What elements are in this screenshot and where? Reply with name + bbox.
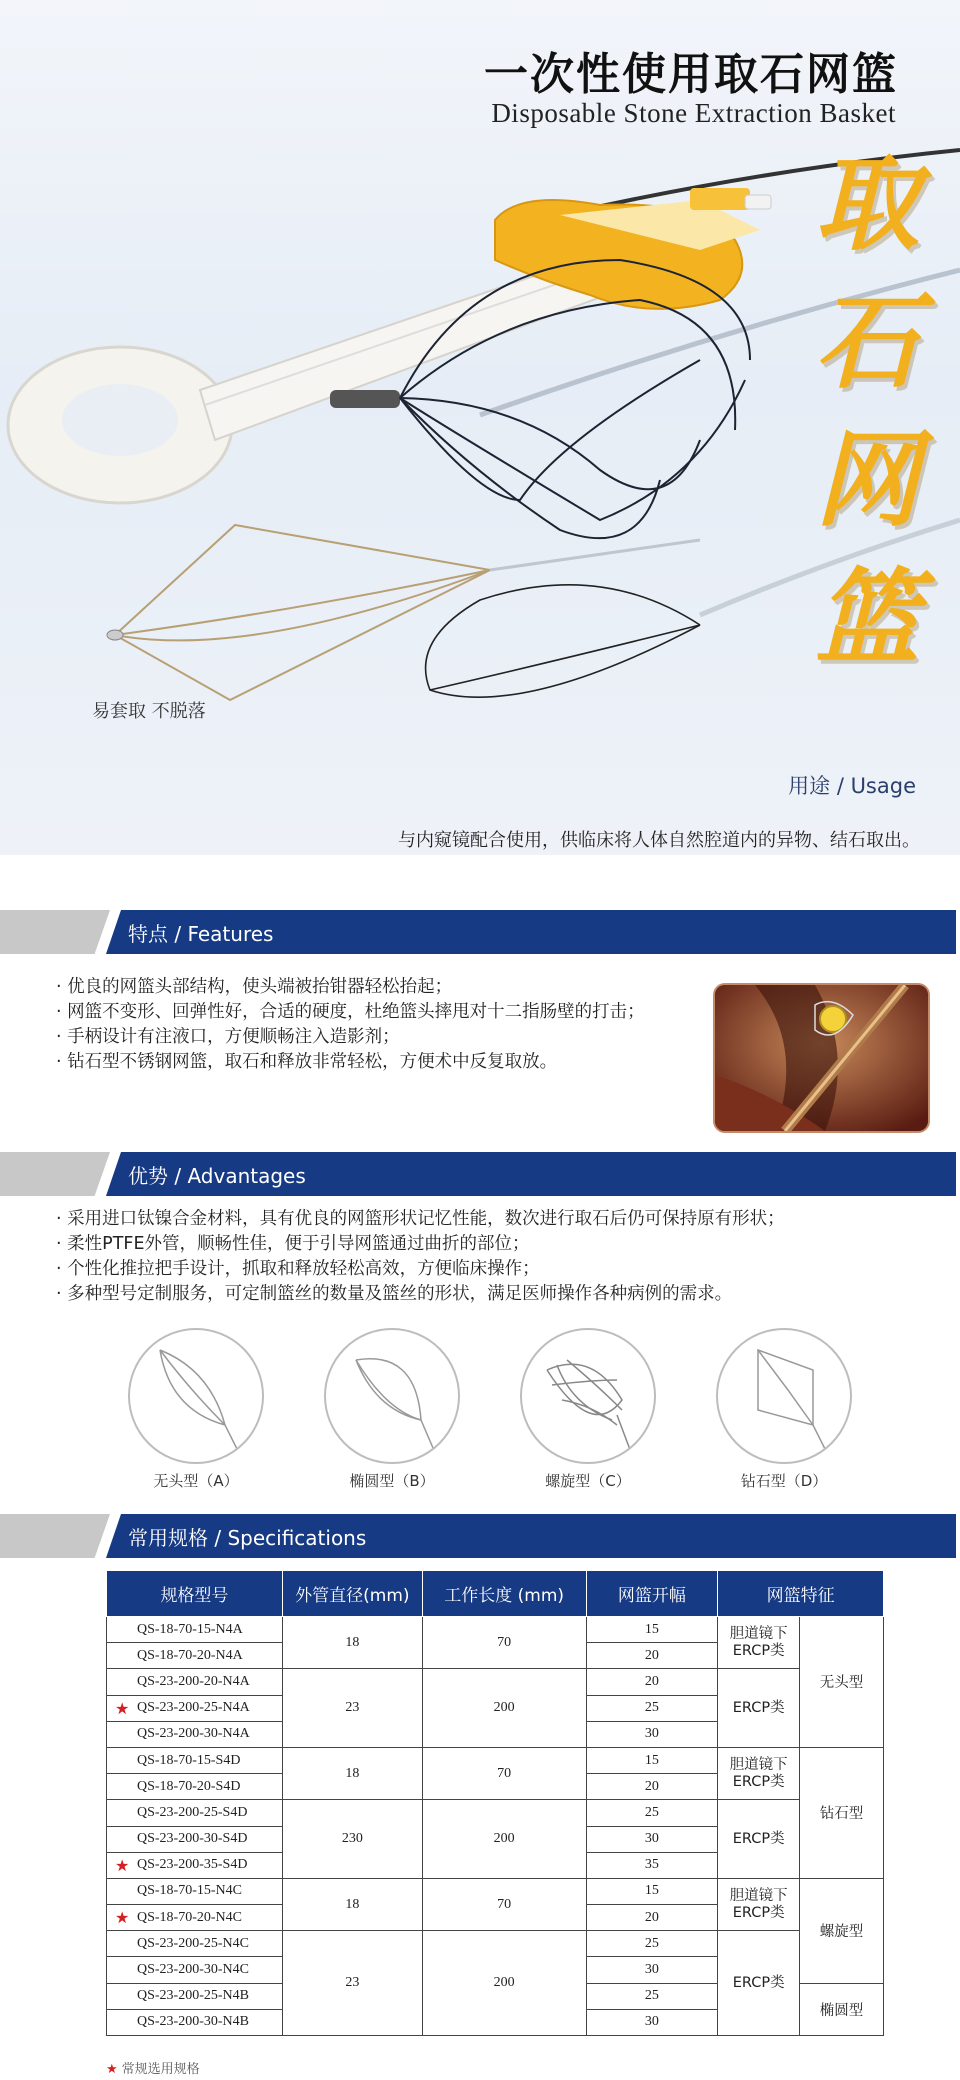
vertical-calligraphy-title <box>802 135 932 687</box>
width-cell: 35 <box>586 1852 718 1878</box>
diameter-cell: 18 <box>282 1617 422 1669</box>
column-header: 外管直径(mm) <box>282 1571 422 1617</box>
width-cell: 15 <box>586 1878 718 1904</box>
headless-basket-icon <box>128 1328 264 1464</box>
model-cell <box>107 1826 283 1852</box>
scope-cell: 胆道镜下ERCP类 <box>718 1878 800 1930</box>
width-cell: 20 <box>586 1905 718 1931</box>
model-cell <box>107 1905 283 1931</box>
length-cell: 200 <box>422 1931 586 2036</box>
endoscopic-scene-illustration <box>715 985 928 1131</box>
width-cell: 25 <box>586 1983 718 2009</box>
features-header <box>0 910 960 954</box>
feature-item: · 钻石型不锈钢网篮，取石和释放非常轻松，方便术中反复取放。 <box>56 1050 645 1075</box>
width-cell: 30 <box>586 1826 718 1852</box>
length-cell: 200 <box>422 1800 586 1879</box>
model-code: QS-18-70-20-S4D <box>137 1778 241 1794</box>
length-cell: 70 <box>422 1617 586 1669</box>
calligraphy-char: 石 <box>814 280 919 403</box>
table-row <box>107 1878 884 1904</box>
header-gray-tab <box>0 1152 110 1196</box>
width-cell: 30 <box>586 2009 718 2035</box>
header-gray-tab <box>0 910 110 954</box>
scope-cell: 胆道镜下ERCP类 <box>718 1747 800 1799</box>
star-icon: ★ <box>115 1700 130 1718</box>
model-cell <box>107 1983 283 2009</box>
basket-type-cell: 椭圆型 <box>800 1983 884 2035</box>
model-cell <box>107 1617 283 1643</box>
spec-table <box>106 1570 884 2036</box>
diameter-cell: 23 <box>282 1669 422 1748</box>
model-code: QS-18-70-20-N4C <box>137 1909 242 1925</box>
basket-type-spiral <box>518 1328 658 1491</box>
diameter-cell: 23 <box>282 1931 422 2036</box>
model-cell <box>107 1669 283 1695</box>
model-code: QS-18-70-15-N4A <box>137 1621 243 1637</box>
model-cell <box>107 1747 283 1773</box>
model-cell <box>107 1643 283 1669</box>
calligraphy-char: 网 <box>814 418 919 541</box>
table-row <box>107 1669 884 1695</box>
footnote <box>106 2058 200 2077</box>
width-cell: 20 <box>586 1669 718 1695</box>
column-header: 规格型号 <box>107 1571 283 1617</box>
model-code: QS-23-200-30-N4C <box>137 1962 249 1978</box>
table-header-row <box>107 1571 884 1617</box>
hero-caption: 易套取 不脱落 <box>92 701 206 722</box>
width-cell: 25 <box>586 1800 718 1826</box>
width-cell: 15 <box>586 1747 718 1773</box>
width-cell: 25 <box>586 1931 718 1957</box>
basket-type-label: 钻石型（D） <box>740 1472 828 1490</box>
specs-title: 常用规格 / Specifications <box>128 1526 367 1550</box>
star-icon: ★ <box>115 1857 130 1875</box>
specs-header <box>0 1514 960 1558</box>
model-cell <box>107 1721 283 1747</box>
width-cell: 30 <box>586 1957 718 1983</box>
width-cell: 20 <box>586 1774 718 1800</box>
width-cell: 25 <box>586 1695 718 1721</box>
basket-type-diamond <box>714 1328 854 1491</box>
diameter-cell: 18 <box>282 1878 422 1930</box>
footnote-text: 常规选用规格 <box>121 2062 200 2077</box>
spiral-basket-icon <box>520 1328 656 1464</box>
basket-types-row <box>0 1328 960 1488</box>
table-row <box>107 1931 884 1957</box>
model-code: QS-18-70-15-S4D <box>137 1752 241 1768</box>
feature-item: · 网篮不变形、回弹性好，合适的硬度，杜绝篮头摔甩对十二指肠壁的打击； <box>56 1000 645 1025</box>
width-cell: 30 <box>586 1721 718 1747</box>
advantage-item: · 个性化推拉把手设计，抓取和释放轻松高效，方便临床操作； <box>56 1257 785 1282</box>
features-list <box>56 975 645 1075</box>
model-code: QS-23-200-30-N4B <box>137 2014 249 2030</box>
model-cell <box>107 2009 283 2035</box>
hero-banner <box>0 0 960 855</box>
diameter-cell: 18 <box>282 1747 422 1799</box>
diameter-cell: 230 <box>282 1800 422 1879</box>
advantage-item: · 采用进口钛镍合金材料，具有优良的网篮形状记忆性能，数次进行取石后仍可保持原有形状； <box>56 1207 785 1232</box>
calligraphy-char: 篮 <box>814 556 919 679</box>
model-cell <box>107 1957 283 1983</box>
basket-type-headless <box>126 1328 266 1491</box>
length-cell: 70 <box>422 1878 586 1930</box>
basket-type-label: 椭圆型（B） <box>349 1472 435 1490</box>
basket-type-cell: 螺旋型 <box>800 1878 884 1983</box>
column-header: 网篮开幅 <box>586 1571 718 1617</box>
column-header: 工作长度 (mm) <box>422 1571 586 1617</box>
advantages-title: 优势 / Advantages <box>128 1164 306 1188</box>
model-cell <box>107 1774 283 1800</box>
table-row <box>107 1617 884 1643</box>
advantages-list <box>56 1207 785 1307</box>
model-cell <box>107 1878 283 1904</box>
oval-basket-icon <box>324 1328 460 1464</box>
advantage-item: · 柔性PTFE外管，顺畅性佳，便于引导网篮通过曲折的部位； <box>56 1232 785 1257</box>
column-header: 网篮特征 <box>718 1571 884 1617</box>
basket-type-label: 无头型（A） <box>153 1472 239 1490</box>
length-cell: 200 <box>422 1669 586 1748</box>
model-code: QS-18-70-20-N4A <box>137 1647 243 1663</box>
scope-cell: ERCP类 <box>718 1931 800 2036</box>
basket-type-oval <box>322 1328 462 1491</box>
model-code: QS-23-200-35-S4D <box>137 1857 248 1873</box>
model-cell <box>107 1852 283 1878</box>
features-title: 特点 / Features <box>128 922 274 946</box>
page-subtitle: Disposable Stone Extraction Basket <box>491 98 896 128</box>
header-gray-tab <box>0 1514 110 1558</box>
scope-cell: ERCP类 <box>718 1669 800 1748</box>
model-code: QS-23-200-25-S4D <box>137 1804 248 1820</box>
model-code: QS-23-200-25-N4B <box>137 1988 249 2004</box>
width-cell: 20 <box>586 1643 718 1669</box>
feature-item: · 手柄设计有注液口，方便顺畅注入造影剂； <box>56 1025 645 1050</box>
scope-cell: ERCP类 <box>718 1800 800 1879</box>
scope-cell: 胆道镜下ERCP类 <box>718 1617 800 1669</box>
calligraphy-char: 取 <box>814 142 919 265</box>
model-cell <box>107 1800 283 1826</box>
model-code: QS-23-200-25-N4A <box>137 1700 250 1716</box>
usage-label: 用途 / Usage <box>788 774 916 798</box>
diamond-basket-icon <box>716 1328 852 1464</box>
advantages-header <box>0 1152 960 1196</box>
star-icon: ★ <box>115 1910 130 1928</box>
model-code: QS-23-200-30-N4A <box>137 1726 250 1742</box>
table-row <box>107 1747 884 1773</box>
basket-type-cell: 无头型 <box>800 1617 884 1748</box>
endoscopic-photo <box>715 985 928 1131</box>
page-title: 一次性使用取石网篮 <box>484 49 898 100</box>
basket-type-cell: 钻石型 <box>800 1747 884 1878</box>
model-cell <box>107 1931 283 1957</box>
table-row <box>107 1800 884 1826</box>
basket-type-label: 螺旋型（C） <box>545 1472 631 1490</box>
model-cell <box>107 1695 283 1721</box>
feature-item: · 优良的网篮头部结构，使头端被抬钳器轻松抬起； <box>56 975 645 1000</box>
model-code: QS-18-70-15-N4C <box>137 1883 242 1899</box>
model-code: QS-23-200-30-S4D <box>137 1831 248 1847</box>
star-icon: ★ <box>106 2062 118 2077</box>
model-code: QS-23-200-25-N4C <box>137 1935 249 1951</box>
length-cell: 70 <box>422 1747 586 1799</box>
width-cell: 15 <box>586 1617 718 1643</box>
model-code: QS-23-200-20-N4A <box>137 1673 250 1689</box>
table-body <box>107 1617 884 2036</box>
advantage-item: · 多种型号定制服务，可定制篮丝的数量及篮丝的形状，满足医师操作各种病例的需求。 <box>56 1282 785 1307</box>
usage-text: 与内窥镜配合使用，供临床将人体自然腔道内的异物、结石取出。 <box>398 830 920 851</box>
